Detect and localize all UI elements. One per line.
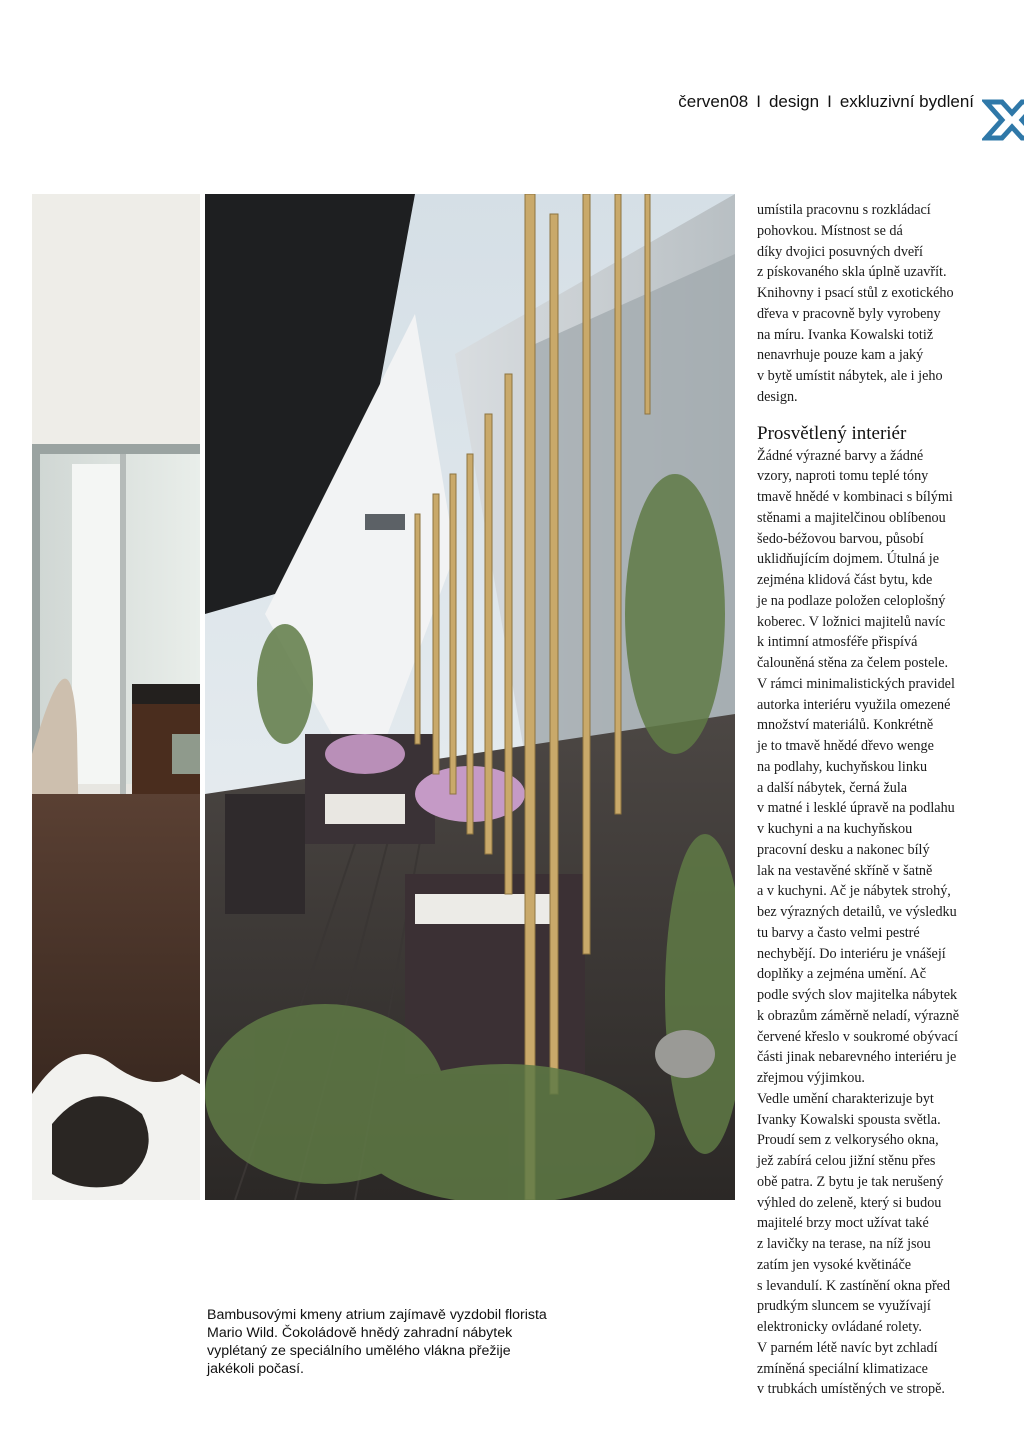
article-line: V rámci minimalistických pravidel	[757, 675, 955, 692]
article-line: z lavičky na terase, na níž jsou	[757, 1236, 931, 1252]
article-line: na podlahy, kuchyňskou linku	[757, 758, 928, 775]
article-line: na míru. Ivanka Kowalski totiž	[757, 326, 934, 343]
article-column	[757, 200, 997, 1400]
article-line: Žádné výrazné barvy a žádné	[757, 447, 924, 464]
article-line: lak na vestavěné skříně v šatně	[757, 862, 933, 879]
article-line: k obrazům záměrně neladí, výrazně	[757, 1007, 960, 1024]
article-line: k intimní atmosféře přispívá	[757, 634, 918, 651]
interior-photo	[32, 194, 200, 1200]
article-line: červené křeslo v soukromé obývací	[757, 1028, 958, 1045]
article-line: je na podlaze položen celoplošný	[757, 592, 946, 609]
article-line: v kuchyni a na kuchyňskou	[757, 821, 913, 837]
article-line: s levandulí. K zastínění okna před	[757, 1277, 951, 1294]
article-line: je to tmavě hnědé dřevo wenge	[757, 738, 934, 754]
article-line: prudkým sluncem se využívají	[757, 1298, 931, 1315]
article-line: zejména klidová část bytu, kde	[757, 572, 933, 588]
article-line: zřejmou výjimkou.	[757, 1070, 865, 1086]
article-line: Ivanky Kowalski spousta světla.	[757, 1111, 941, 1128]
article-line: tmavě hnědé v kombinaci s bílými	[757, 489, 953, 505]
article-line: v bytě umístit nábytek, ale i jeho	[757, 368, 943, 384]
article-line: koberec. V ložnici majitelů navíc	[757, 613, 946, 630]
article-line: uklidňujícím dojmem. Útulná je	[757, 551, 940, 568]
article-line: zmíněná speciální klimatizace	[757, 1360, 928, 1377]
article-line: výhled do zeleně, který si budou	[757, 1194, 942, 1211]
article-line: vzory, naproti tomu teplé tóny	[757, 468, 929, 485]
article-line: z pískovaného skla úplně uzavřít.	[757, 264, 947, 281]
article-line: jež zabírá celou jižní stěnu přes	[757, 1153, 936, 1169]
article-line: a v kuchyni. Ač je nábytek strohý,	[757, 883, 951, 900]
article-line: části jinak nebarevného interiéru je	[757, 1049, 957, 1066]
header-divider: I	[756, 92, 761, 111]
header-divider: I	[827, 92, 832, 111]
issue-label: červen08	[678, 92, 749, 111]
article-line: design.	[757, 388, 798, 405]
article-line: pohovkou. Místnost se dá	[757, 222, 903, 239]
article-line: Proudí sem z velkorysého okna,	[757, 1132, 939, 1149]
article-line: pracovní desku a nakonec bílý	[757, 841, 930, 858]
article-line: šedo-béžovou barvou, působí	[757, 530, 924, 547]
atrium-bamboo-photo	[205, 194, 735, 1200]
article-line: elektronicky ovládané rolety.	[757, 1319, 922, 1335]
article-line: díky dvojici posuvných dveří	[757, 243, 923, 260]
article-line: autorka interiéru využila omezené	[757, 696, 951, 713]
section-label: design	[768, 92, 820, 111]
article-line: čalouněná stěna za čelem postele.	[757, 655, 949, 671]
article-line: a další nábytek, černá žula	[757, 779, 908, 796]
article-line: bez výrazných detailů, ve výsledku	[757, 904, 957, 920]
article-line: nechybějí. Do interiéru je vnášejí	[757, 945, 946, 962]
article-line: stěnami a majitelčinou oblíbenou	[757, 509, 946, 526]
article-line: majitelé brzy moct užívat také	[757, 1215, 929, 1232]
article-line: Knihovny i psací stůl z exotického	[757, 285, 954, 301]
article-line: Vedle umění charakterizuje byt	[757, 1090, 934, 1107]
article-line: tu barvy a často velmi pestré	[757, 924, 920, 941]
article-line: v matné i lesklé úpravě na podlahu	[757, 800, 955, 817]
article-line: obě patra. Z bytu je tak nerušený	[757, 1173, 944, 1190]
article-line: doplňky a zejména umění. Ač	[757, 966, 927, 983]
article-line: dřeva v pracovně byly vyrobeny	[757, 305, 941, 322]
article-line: zatím jen vysoké květináče	[757, 1256, 912, 1273]
article-subheading: Prosvětlený interiér	[757, 422, 907, 444]
x-cross-logo-icon	[982, 96, 1024, 144]
photo-caption: Bambusovými kmeny atrium zajímavě vyzdobil florista Mario Wild. Čokoládově hnědý zahradní nábytek vyplétaný ze speciálního umělého vlákna přežije jakékoli počasí.	[207, 1307, 547, 1377]
article-line: podle svých slov majitelka nábytek	[757, 987, 958, 1003]
category-label: exkluzivní bydlení	[839, 92, 974, 111]
article-line: v trubkách umístěných ve stropě.	[757, 1381, 945, 1398]
article-line: množství materiálů. Konkrétně	[757, 717, 934, 734]
article-line: V parném létě navíc byt zchladí	[757, 1339, 938, 1356]
article-line: nenavrhuje pouze kam a jaký	[757, 347, 924, 364]
page-header	[678, 92, 974, 112]
article-line: umístila pracovnu s rozkládací	[757, 202, 931, 218]
